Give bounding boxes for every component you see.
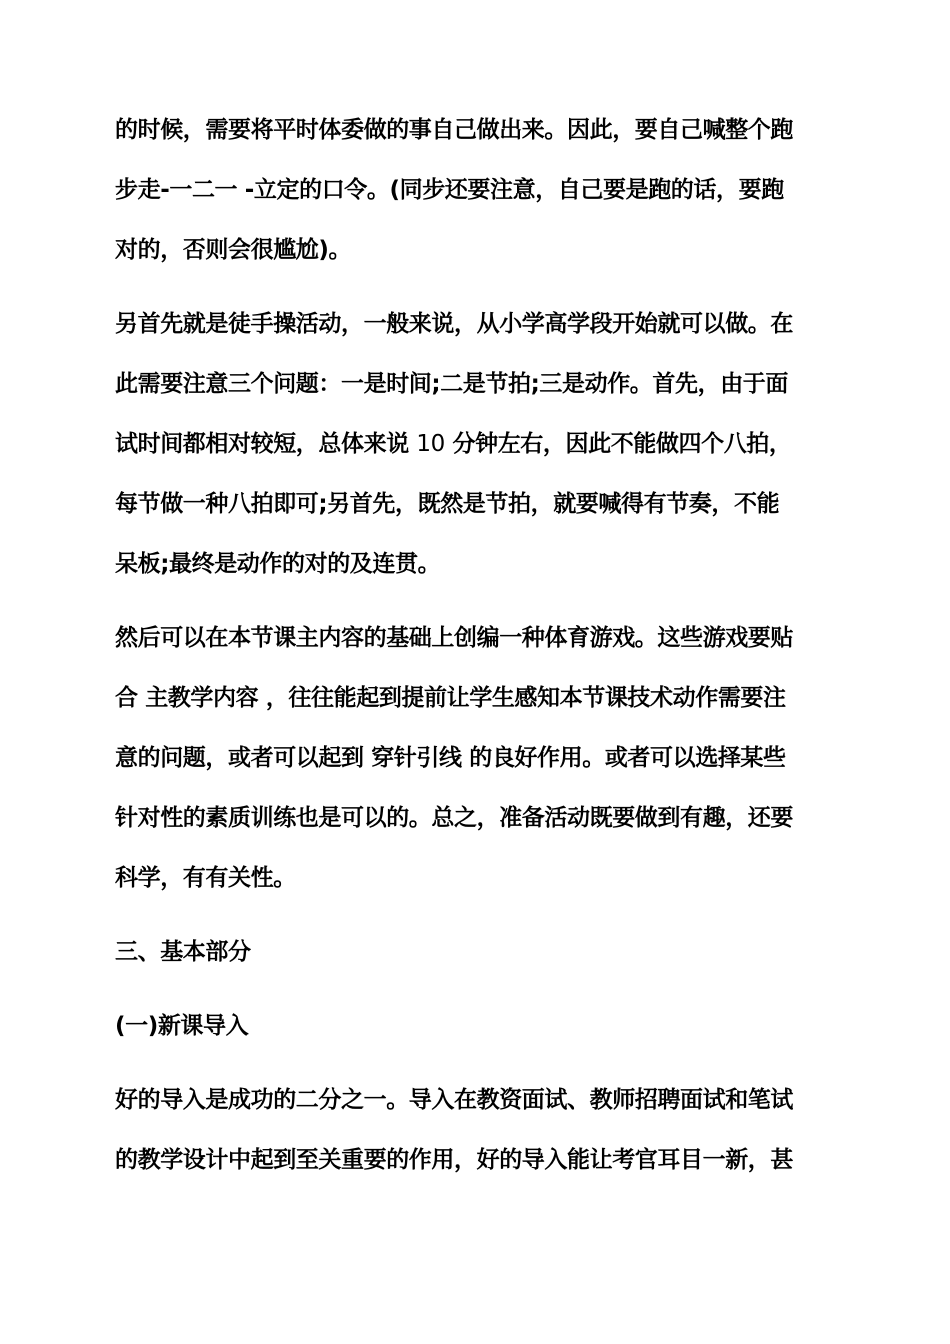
- text-line: 然后可以在本节课主内容的基础上创编一种体育游戏。这些游戏要贴: [115, 625, 794, 651]
- text-line: 步走-一二一 -立定的口令。(同步还要注意，自己要是跑的话，要跑: [115, 177, 784, 203]
- subsection-heading: (一)新课导入: [115, 1013, 249, 1039]
- text-line: 的教学设计中起到至关重要的作用，好的导入能让考官耳目一新，甚: [115, 1147, 794, 1173]
- text-line: 的时候，需要将平时体委做的事自己做出来。因此，要自己喊整个跑: [115, 117, 794, 143]
- text-line: 好的导入是成功的二分之一。导入在教资面试、教师招聘面试和笔试: [115, 1087, 794, 1113]
- text-line: 另首先就是徒手操活动，一般来说，从小学高学段开始就可以做。在: [115, 311, 794, 337]
- text-line: 合 主教学内容 ，往往能起到提前让学生感知本节课技术动作需要注: [115, 685, 786, 711]
- text-line: 此需要注意三个问题：一是时间;二是节拍;三是动作。首先，由于面: [115, 371, 788, 397]
- text-line: 科学，有有关性。: [115, 865, 296, 891]
- section-heading: 三、基本部分: [115, 939, 251, 965]
- text-line: 对的，否则会很尴尬)。: [115, 237, 352, 263]
- text-line: 呆板;最终是动作的对的及连贯。: [115, 551, 441, 577]
- inline-number: 10: [416, 431, 445, 457]
- text-line: 意的问题，或者可以起到 穿针引线 的良好作用。或者可以选择某些: [115, 745, 786, 771]
- text-line: 试时间都相对较短，总体来说 10 分钟左右，因此不能做四个八拍，: [115, 431, 792, 457]
- text-line: 每节做一种八拍即可;另首先，既然是节拍，就要喊得有节奏，不能: [115, 491, 780, 517]
- text-line: 针对性的素质训练也是可以的。总之，准备活动既要做到有趣，还要: [115, 805, 794, 831]
